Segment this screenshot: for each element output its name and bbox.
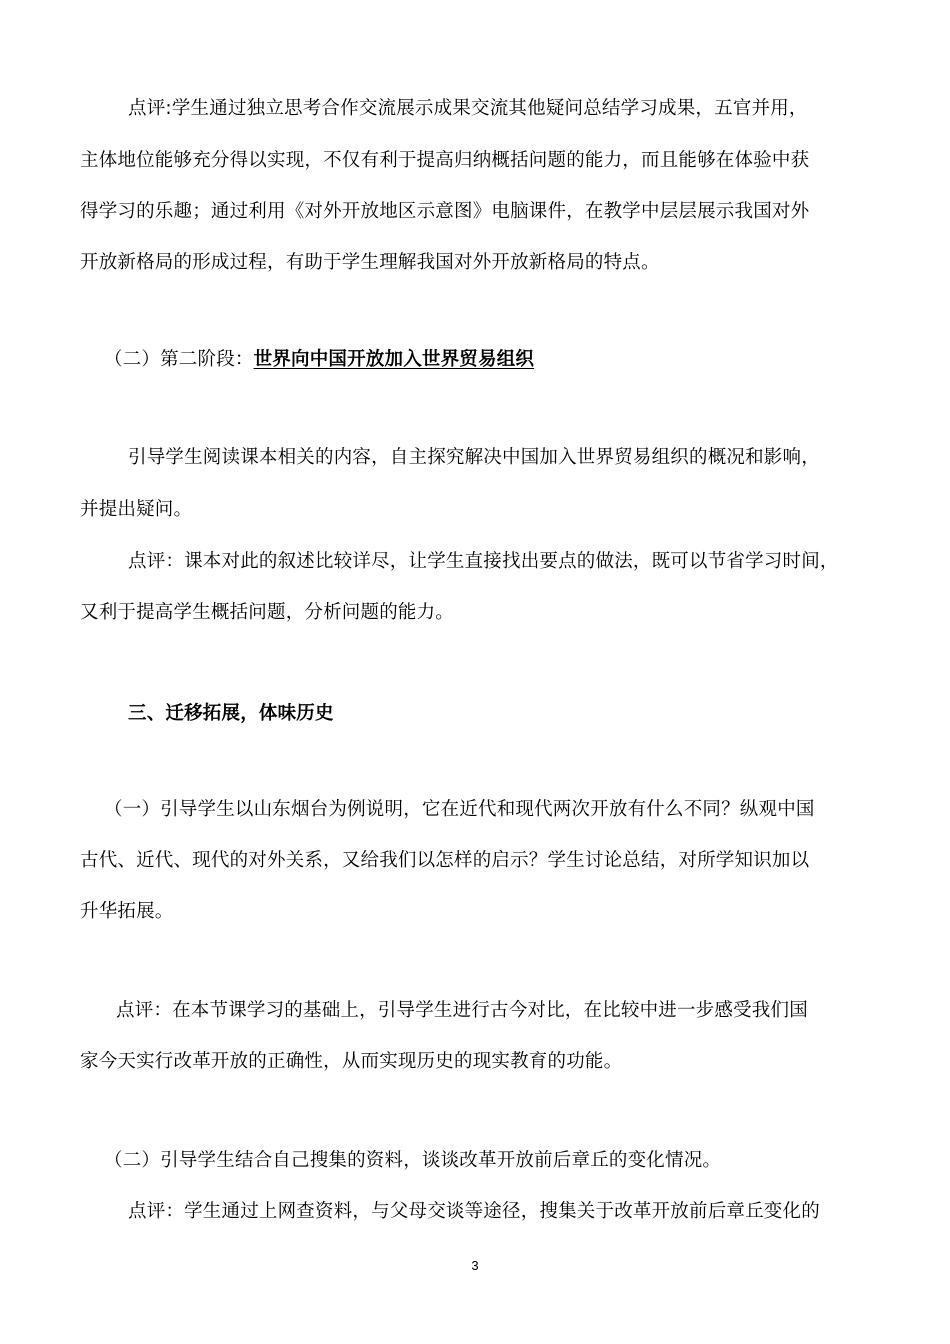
paragraph-line: 引导学生阅读课本相关的内容，自主探究解决中国加入世界贸易组织的概况和影响，: [128, 447, 820, 468]
paragraph-line: 点评：学生通过上网查资料，与父母交谈等途径，搜集关于改革开放前后章丘变化的: [128, 1201, 820, 1222]
paragraph-line: 开放新格局的形成过程，有助于学生理解我国对外开放新格局的特点。: [80, 252, 660, 273]
paragraph-line: 主体地位能够充分得以实现，不仅有利于提高归纳概括问题的能力，而且能够在体验中获: [80, 150, 810, 171]
paragraph-line: 点评：在本节课学习的基础上，引导学生进行古今对比，在比较中进一步感受我们国: [116, 1000, 808, 1021]
paragraph-line: （二）引导学生结合自己搜集的资料，谈谈改革开放前后章丘的变化情况。: [104, 1150, 722, 1171]
paragraph-line: （一）引导学生以山东烟台为例说明，它在近代和现代两次开放有什么不同？纵观中国: [104, 799, 815, 820]
stage-heading-prefix: （二）第二阶段：: [104, 349, 254, 370]
paragraph-line: 点评:学生通过独立思考合作交流展示成果交流其他疑问总结学习成果，五官并用，: [128, 98, 808, 119]
paragraph-line: 古代、近代、现代的对外关系，又给我们以怎样的启示？学生讨论总结，对所学知识加以: [80, 850, 810, 871]
stage-heading: [104, 347, 534, 373]
paragraph-line: 又利于提高学生概括问题，分析问题的能力。: [80, 602, 455, 623]
section-heading: 三、迁移拓展，体味历史: [128, 703, 334, 724]
paragraph-line: 升华拓展。: [80, 901, 174, 922]
stage-heading-title: 世界向中国开放加入世界贸易组织: [253, 349, 535, 370]
paragraph-line: 并提出疑问。: [80, 499, 193, 520]
page-number: 3: [471, 1258, 479, 1273]
paragraph-line: 点评：课本对此的叙述比较详尽，让学生直接找出要点的做法，既可以节省学习时间，: [128, 551, 839, 572]
paragraph-line: 得学习的乐趣；通过利用《对外开放地区示意图》电脑课件，在教学中层层展示我国对外: [80, 201, 810, 222]
paragraph-line: 家今天实行改革开放的正确性，从而实现历史的现实教育的功能。: [80, 1051, 623, 1072]
